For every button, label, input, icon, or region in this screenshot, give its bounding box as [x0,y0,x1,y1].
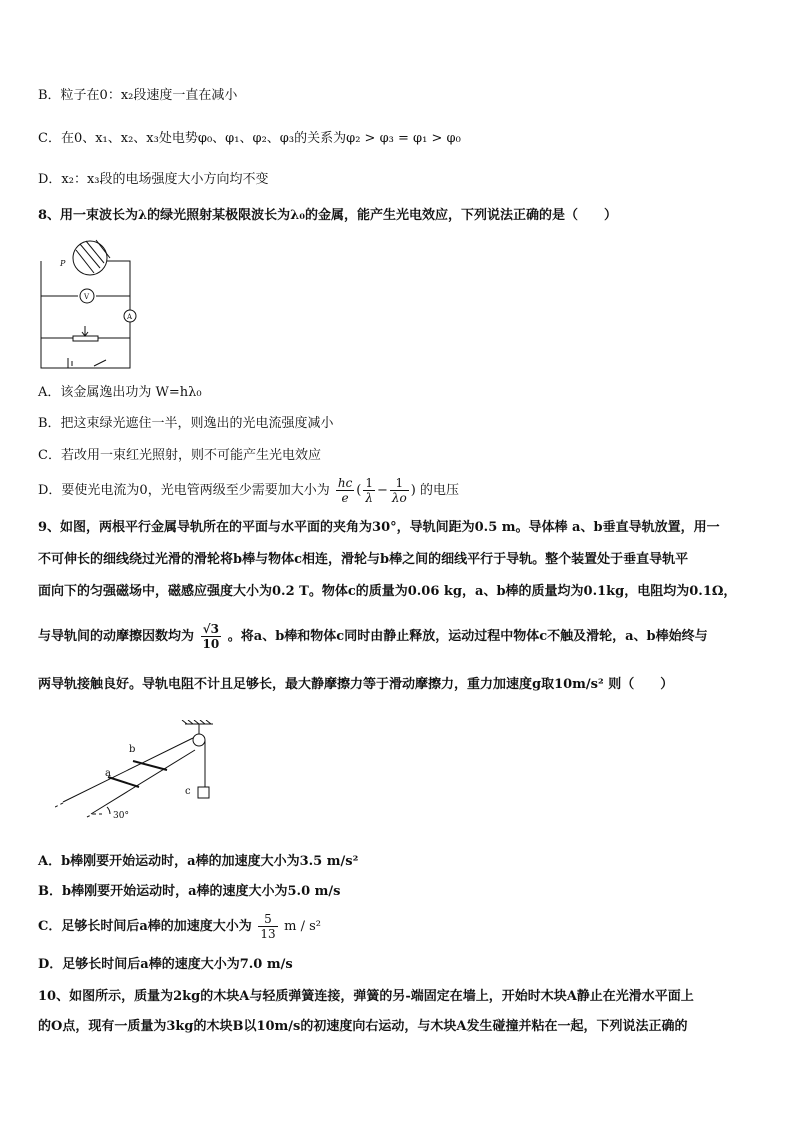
option-8d-text: D．要使光电流为0，光电管两级至少需要加大小为 [38,483,330,498]
rod-b-label: b [129,744,136,755]
option-9d: D．足够长时间后a棒的速度大小为7.0 m/s [38,957,293,972]
photoelectric-circuit-figure [38,236,138,370]
option-9a: A．b棒刚要开始运动时，a棒的加速度大小为3.5 m/s² [38,854,359,869]
angle-label: 30° [113,811,129,821]
option-8b: B．把这束绿光遮住一半，则逸出的光电流强度减小 [38,416,334,431]
line-q7b: B．粒子在0：x₂段速度一直在减小 [38,88,238,103]
fraction-5-over-13: $\frac{5}{13}$ [260,912,276,941]
fraction-root3-over-10: $\frac{√3}{10}$ [202,622,220,651]
question-8: 8、用一束波长为λ的绿光照射某极限波长为λ₀的金属，能产生光电效应，下列说法正确的是（ ） [38,208,617,223]
question-10-line-2: 的O点，现有一质量为3kg的木块B以10m/s的初速度向右运动，与木块A发生碰撞并粘在一起，下列说法正确的 [38,1019,688,1034]
rod-a-label: a [105,768,111,779]
block-c-label: c [185,786,191,797]
question-9-line-1: 9、如图，两根平行金属导轨所在的平面与水平面的夹角为30°，导轨间距为0.5 m。导体棒 a、b垂直导轨放置，用一 [38,520,720,535]
question-9-line-5: 两导轨接触良好。导轨电阻不计且足够长，最大静摩擦力等于滑动摩擦力，重力加速度g取10m/s² 则（ ） [38,677,674,692]
fraction-one-over-lambda: $\frac{1}{\lambda}$ [365,476,374,505]
line-q7d: D．x₂：x₃段的电场强度大小方向均不变 [38,172,269,187]
option-8c: C．若改用一束红光照射，则不可能产生光电效应 [38,448,321,463]
fraction-hc-over-e: $\frac{hc}{e}$ [337,476,353,505]
photo-plate-p-label: P [60,259,66,268]
option-8d: D．要使光电流为0，光电管两级至少需要加大小为 $\frac{hc}{e}$ ( $\frac{1}{\lambda}$ − $\frac{1}{\lambda o}$ ) 的电压 [38,476,459,505]
option-9c: C．足够长时间后a棒的加速度大小为 $\frac{5}{13}$ m / s² [38,912,321,941]
question-9-line-4: 与导轨间的动摩擦因数均为 $\frac{√3}{10}$ 。将a、b棒和物体c同时由静止释放，运动过程中物体c不触及滑轮，a、b棒始终与 [38,622,708,651]
inclined-rails-figure [55,720,225,826]
ammeter-label: A [127,313,133,321]
option-8d-suffix: 的电压 [419,483,459,498]
line-q7c: C．在0、x₁、x₂、x₃处电势φ₀、φ₁、φ₂、φ₃的关系为φ₂ > φ₃ = φ₁ > φ₀ [38,131,461,146]
question-10-line-1: 10、如图所示，质量为2kg的木块A与轻质弹簧连接，弹簧的另-端固定在墙上，开始时木块A静止在光滑水平面上 [38,989,694,1004]
option-9b: B．b棒刚要开始运动时，a棒的速度大小为5.0 m/s [38,884,341,899]
option-8a: A．该金属逸出功为 W=hλ₀ [38,385,202,400]
voltmeter-label: V [84,293,90,301]
question-9-line-2: 不可伸长的细线绕过光滑的滑轮将b棒与物体c相连，滑轮与b棒之间的细线平行于导轨。整个装置处于垂直导轨平 [38,552,689,567]
question-9-line-3: 面向下的匀强磁场中，磁感应强度大小为0.2 T。物体c的质量为0.06 kg，a、b棒的质量均为0.1kg，电阻均为0.1Ω， [38,584,737,599]
fraction-one-over-lambda0: $\frac{1}{\lambda o}$ [391,476,407,505]
